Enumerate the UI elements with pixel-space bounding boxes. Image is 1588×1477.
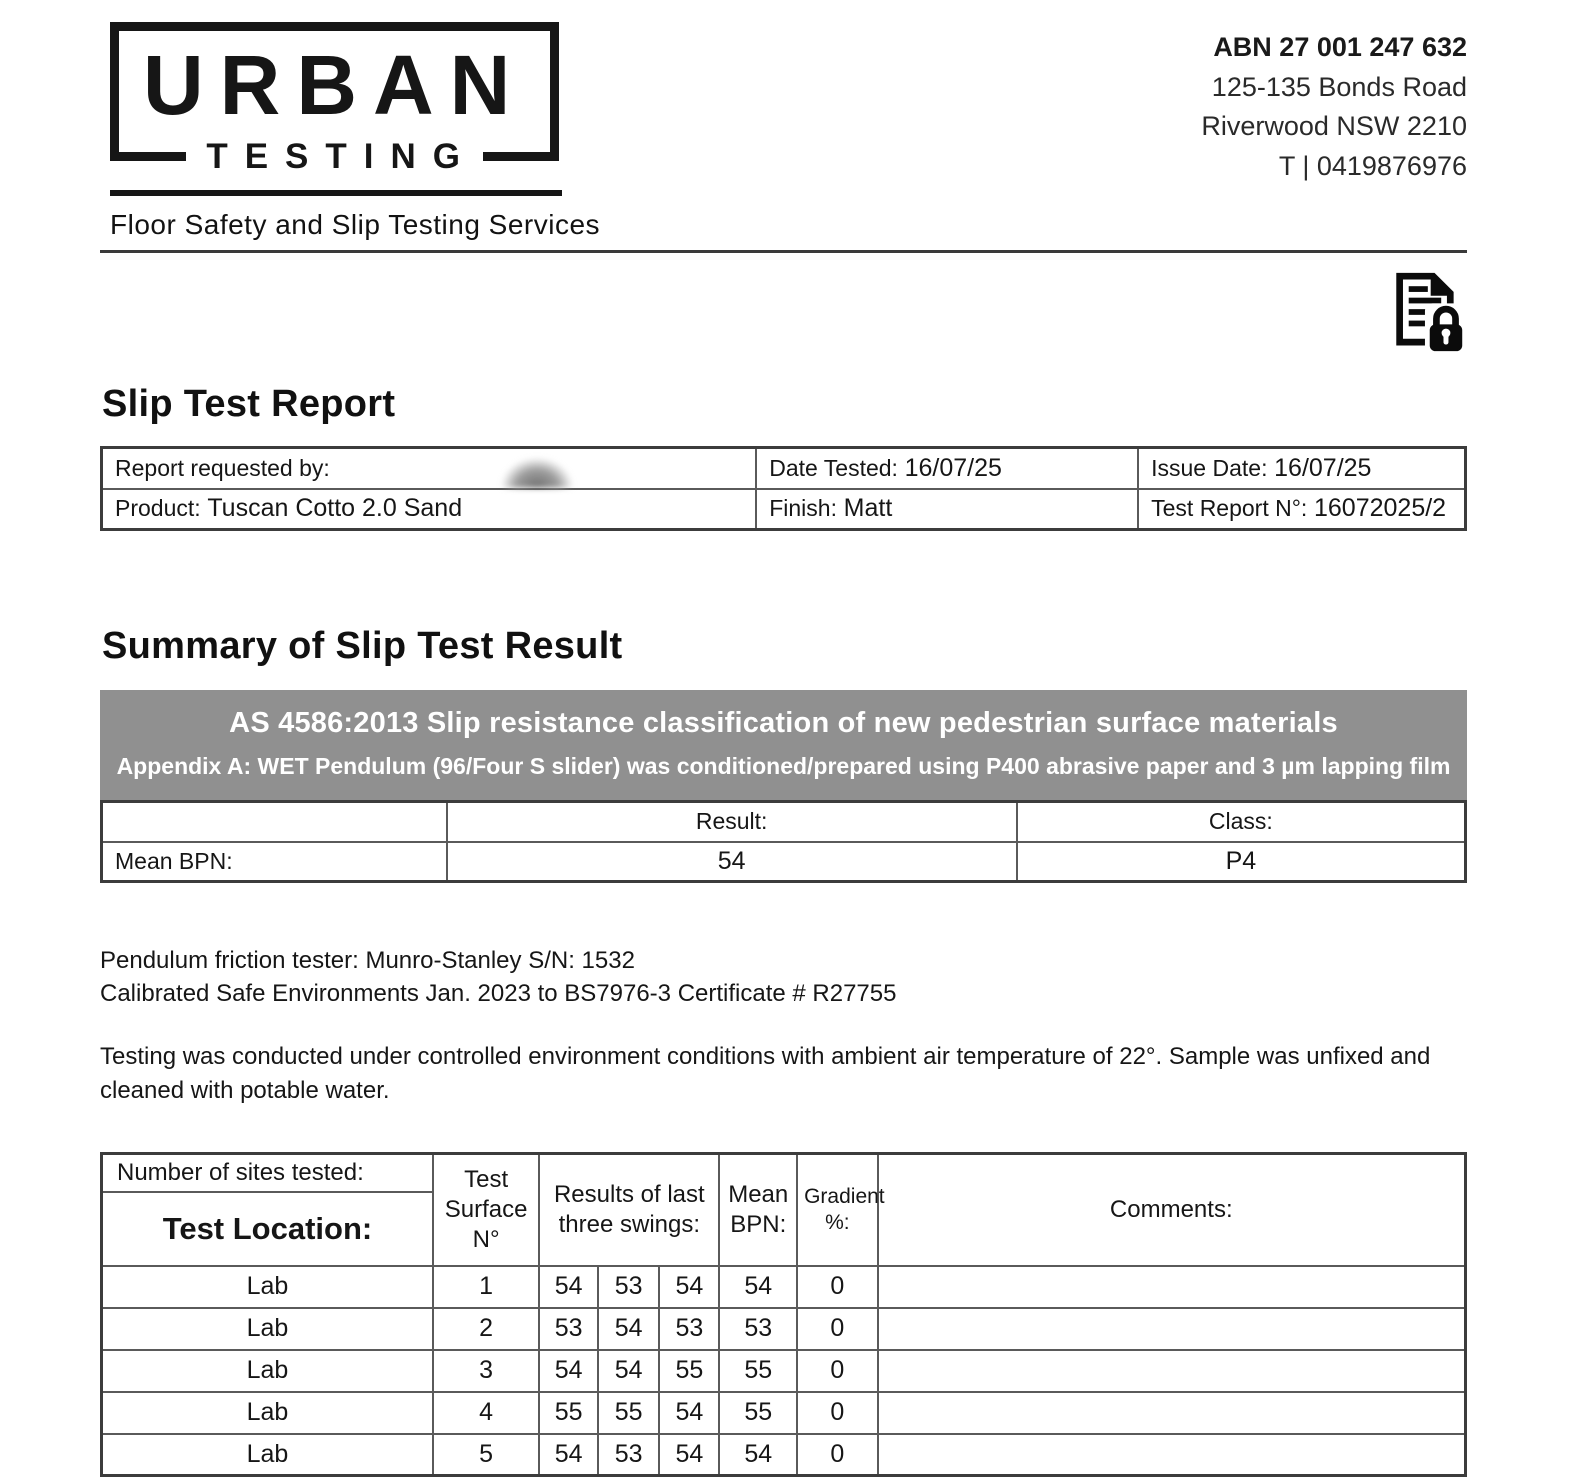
comments-cell	[878, 1266, 1466, 1308]
gradient-cell: 0	[797, 1266, 877, 1308]
surface-cell: 5	[433, 1434, 539, 1476]
comments-cell	[878, 1308, 1466, 1350]
logo-primary-text: URBAN	[143, 38, 527, 132]
location-cell: Lab	[102, 1350, 433, 1392]
logo-frame	[110, 22, 559, 176]
date-tested-value: 16/07/25	[904, 453, 1002, 482]
requested-by-label: Report requested by:	[115, 454, 330, 481]
requested-by-cell	[102, 448, 757, 489]
swing-cell: 54	[659, 1392, 719, 1434]
phone-line: T | 0419876976	[1278, 151, 1467, 182]
swing-cell: 54	[659, 1266, 719, 1308]
tester-notes	[100, 945, 1467, 1010]
tester-info-line-2: Calibrated Safe Environments Jan. 2023 to BS7976-3 Certificate # R27755	[100, 979, 897, 1007]
comments-cell	[878, 1434, 1466, 1476]
address-line-1: 125-135 Bonds Road	[1211, 71, 1467, 102]
surface-cell: 2	[433, 1308, 539, 1350]
class-header-cell: Class:	[1017, 802, 1466, 842]
mean-bpn-label-cell: Mean BPN:	[102, 842, 447, 882]
conditions-paragraph: Testing was conducted under controlled environment conditions with ambient air temperature of 22°. Sample was unfixed and cleaned with potable water.	[100, 1043, 1431, 1105]
result-header-cell: Result:	[447, 802, 1017, 842]
swing-cell: 55	[539, 1392, 598, 1434]
location-cell: Lab	[102, 1308, 433, 1350]
gradient-cell: 0	[797, 1308, 877, 1350]
logo-left-rule	[110, 152, 186, 161]
table-row	[102, 1392, 1466, 1434]
swing-cell: 53	[659, 1308, 719, 1350]
abn-line: ABN 27 001 247 632	[1213, 32, 1467, 62]
table-row	[102, 1266, 1466, 1308]
surface-cell: 4	[433, 1392, 539, 1434]
location-cell: Lab	[102, 1392, 433, 1434]
banner-line-2: Appendix A: WET Pendulum (96/Four S slider) was conditioned/prepared using P400 abrasive paper and 3 µm lapping film	[116, 753, 1451, 779]
standard-banner	[100, 690, 1467, 800]
date-tested-cell	[756, 448, 1138, 489]
swing-cell: 54	[598, 1350, 659, 1392]
result-value-cell: 54	[447, 842, 1017, 882]
table-row	[102, 448, 1466, 489]
logo-underline	[110, 190, 562, 196]
finish-value: Matt	[843, 494, 893, 523]
gradient-header: Gradient %:	[797, 1154, 877, 1266]
test-location-header: Test Location:	[102, 1192, 433, 1266]
swings-header: Results of last three swings:	[539, 1154, 719, 1266]
product-label: Product:	[115, 495, 201, 522]
table-row	[102, 802, 1466, 842]
mean-cell: 53	[719, 1308, 797, 1350]
tester-info-line-1: Pendulum friction tester: Munro-Stanley S/N: 1532	[100, 947, 635, 974]
location-cell: Lab	[102, 1266, 433, 1308]
mean-cell: 55	[719, 1392, 797, 1434]
empty-header-cell	[102, 802, 447, 842]
gradient-cell: 0	[797, 1350, 877, 1392]
date-tested-label: Date Tested:	[769, 454, 898, 481]
issue-date-label: Issue Date:	[1151, 454, 1268, 481]
table-row	[102, 1308, 1466, 1350]
swing-cell: 53	[598, 1434, 659, 1476]
gradient-cell: 0	[797, 1392, 877, 1434]
logo-right-rule	[483, 152, 559, 161]
report-number-cell	[1138, 489, 1465, 530]
class-value-cell: P4	[1017, 842, 1466, 882]
issue-date-value: 16/07/25	[1274, 453, 1372, 482]
page-header	[100, 22, 1467, 240]
comments-cell	[878, 1392, 1466, 1434]
table-row	[102, 842, 1466, 882]
mean-cell: 54	[719, 1266, 797, 1308]
finish-label: Finish:	[769, 495, 837, 522]
lock-icon-row	[100, 253, 1467, 349]
logo-tagline: Floor Safety and Slip Testing Services	[110, 209, 601, 240]
swing-cell: 54	[539, 1266, 598, 1308]
swing-cell: 54	[598, 1308, 659, 1350]
sites-tested-header: Number of sites tested:	[102, 1154, 433, 1192]
logo-secondary-text: TESTING	[206, 137, 477, 176]
locked-document-icon	[1381, 267, 1467, 349]
comments-header: Comments:	[878, 1154, 1466, 1266]
swing-cell: 55	[598, 1392, 659, 1434]
table-row	[102, 489, 1466, 530]
banner-line-1: AS 4586:2013 Slip resistance classification of new pedestrian surface materials	[229, 707, 1338, 739]
mean-cell: 55	[719, 1350, 797, 1392]
contact-block	[1201, 22, 1467, 187]
test-surface-header: Test Surface N°	[433, 1154, 539, 1266]
surface-cell: 3	[433, 1350, 539, 1392]
product-cell	[102, 489, 757, 530]
mean-bpn-header: Mean BPN:	[719, 1154, 797, 1266]
comments-cell	[878, 1350, 1466, 1392]
table-row	[102, 1350, 1466, 1392]
swing-cell: 54	[539, 1434, 598, 1476]
report-number-label: Test Report N°:	[1151, 495, 1308, 522]
swing-cell: 53	[598, 1266, 659, 1308]
swing-cell: 55	[659, 1350, 719, 1392]
result-summary-table	[100, 800, 1467, 883]
issue-date-cell	[1138, 448, 1465, 489]
gradient-cell: 0	[797, 1434, 877, 1476]
product-value: Tuscan Cotto 2.0 Sand	[207, 494, 463, 523]
swing-cell: 54	[539, 1350, 598, 1392]
results-section	[100, 1152, 1467, 1477]
address-line-2: Riverwood NSW 2210	[1201, 111, 1467, 142]
report-number-value: 16072025/2	[1314, 494, 1447, 523]
report-info-table	[100, 446, 1467, 531]
finish-cell	[756, 489, 1138, 530]
table-row	[102, 1434, 1466, 1476]
page-title: Slip Test Report	[102, 383, 396, 425]
swing-cell: 54	[659, 1434, 719, 1476]
brand-logo	[100, 22, 600, 241]
mean-cell: 54	[719, 1434, 797, 1476]
swing-cell: 53	[539, 1308, 598, 1350]
location-cell: Lab	[102, 1434, 433, 1476]
redaction-smudge	[498, 454, 576, 488]
logo-bottom-band	[110, 139, 559, 174]
surface-cell: 1	[433, 1266, 539, 1308]
results-table	[100, 1152, 1467, 1477]
section-title-summary: Summary of Slip Test Result	[102, 625, 623, 667]
table-header-row	[102, 1154, 1466, 1192]
